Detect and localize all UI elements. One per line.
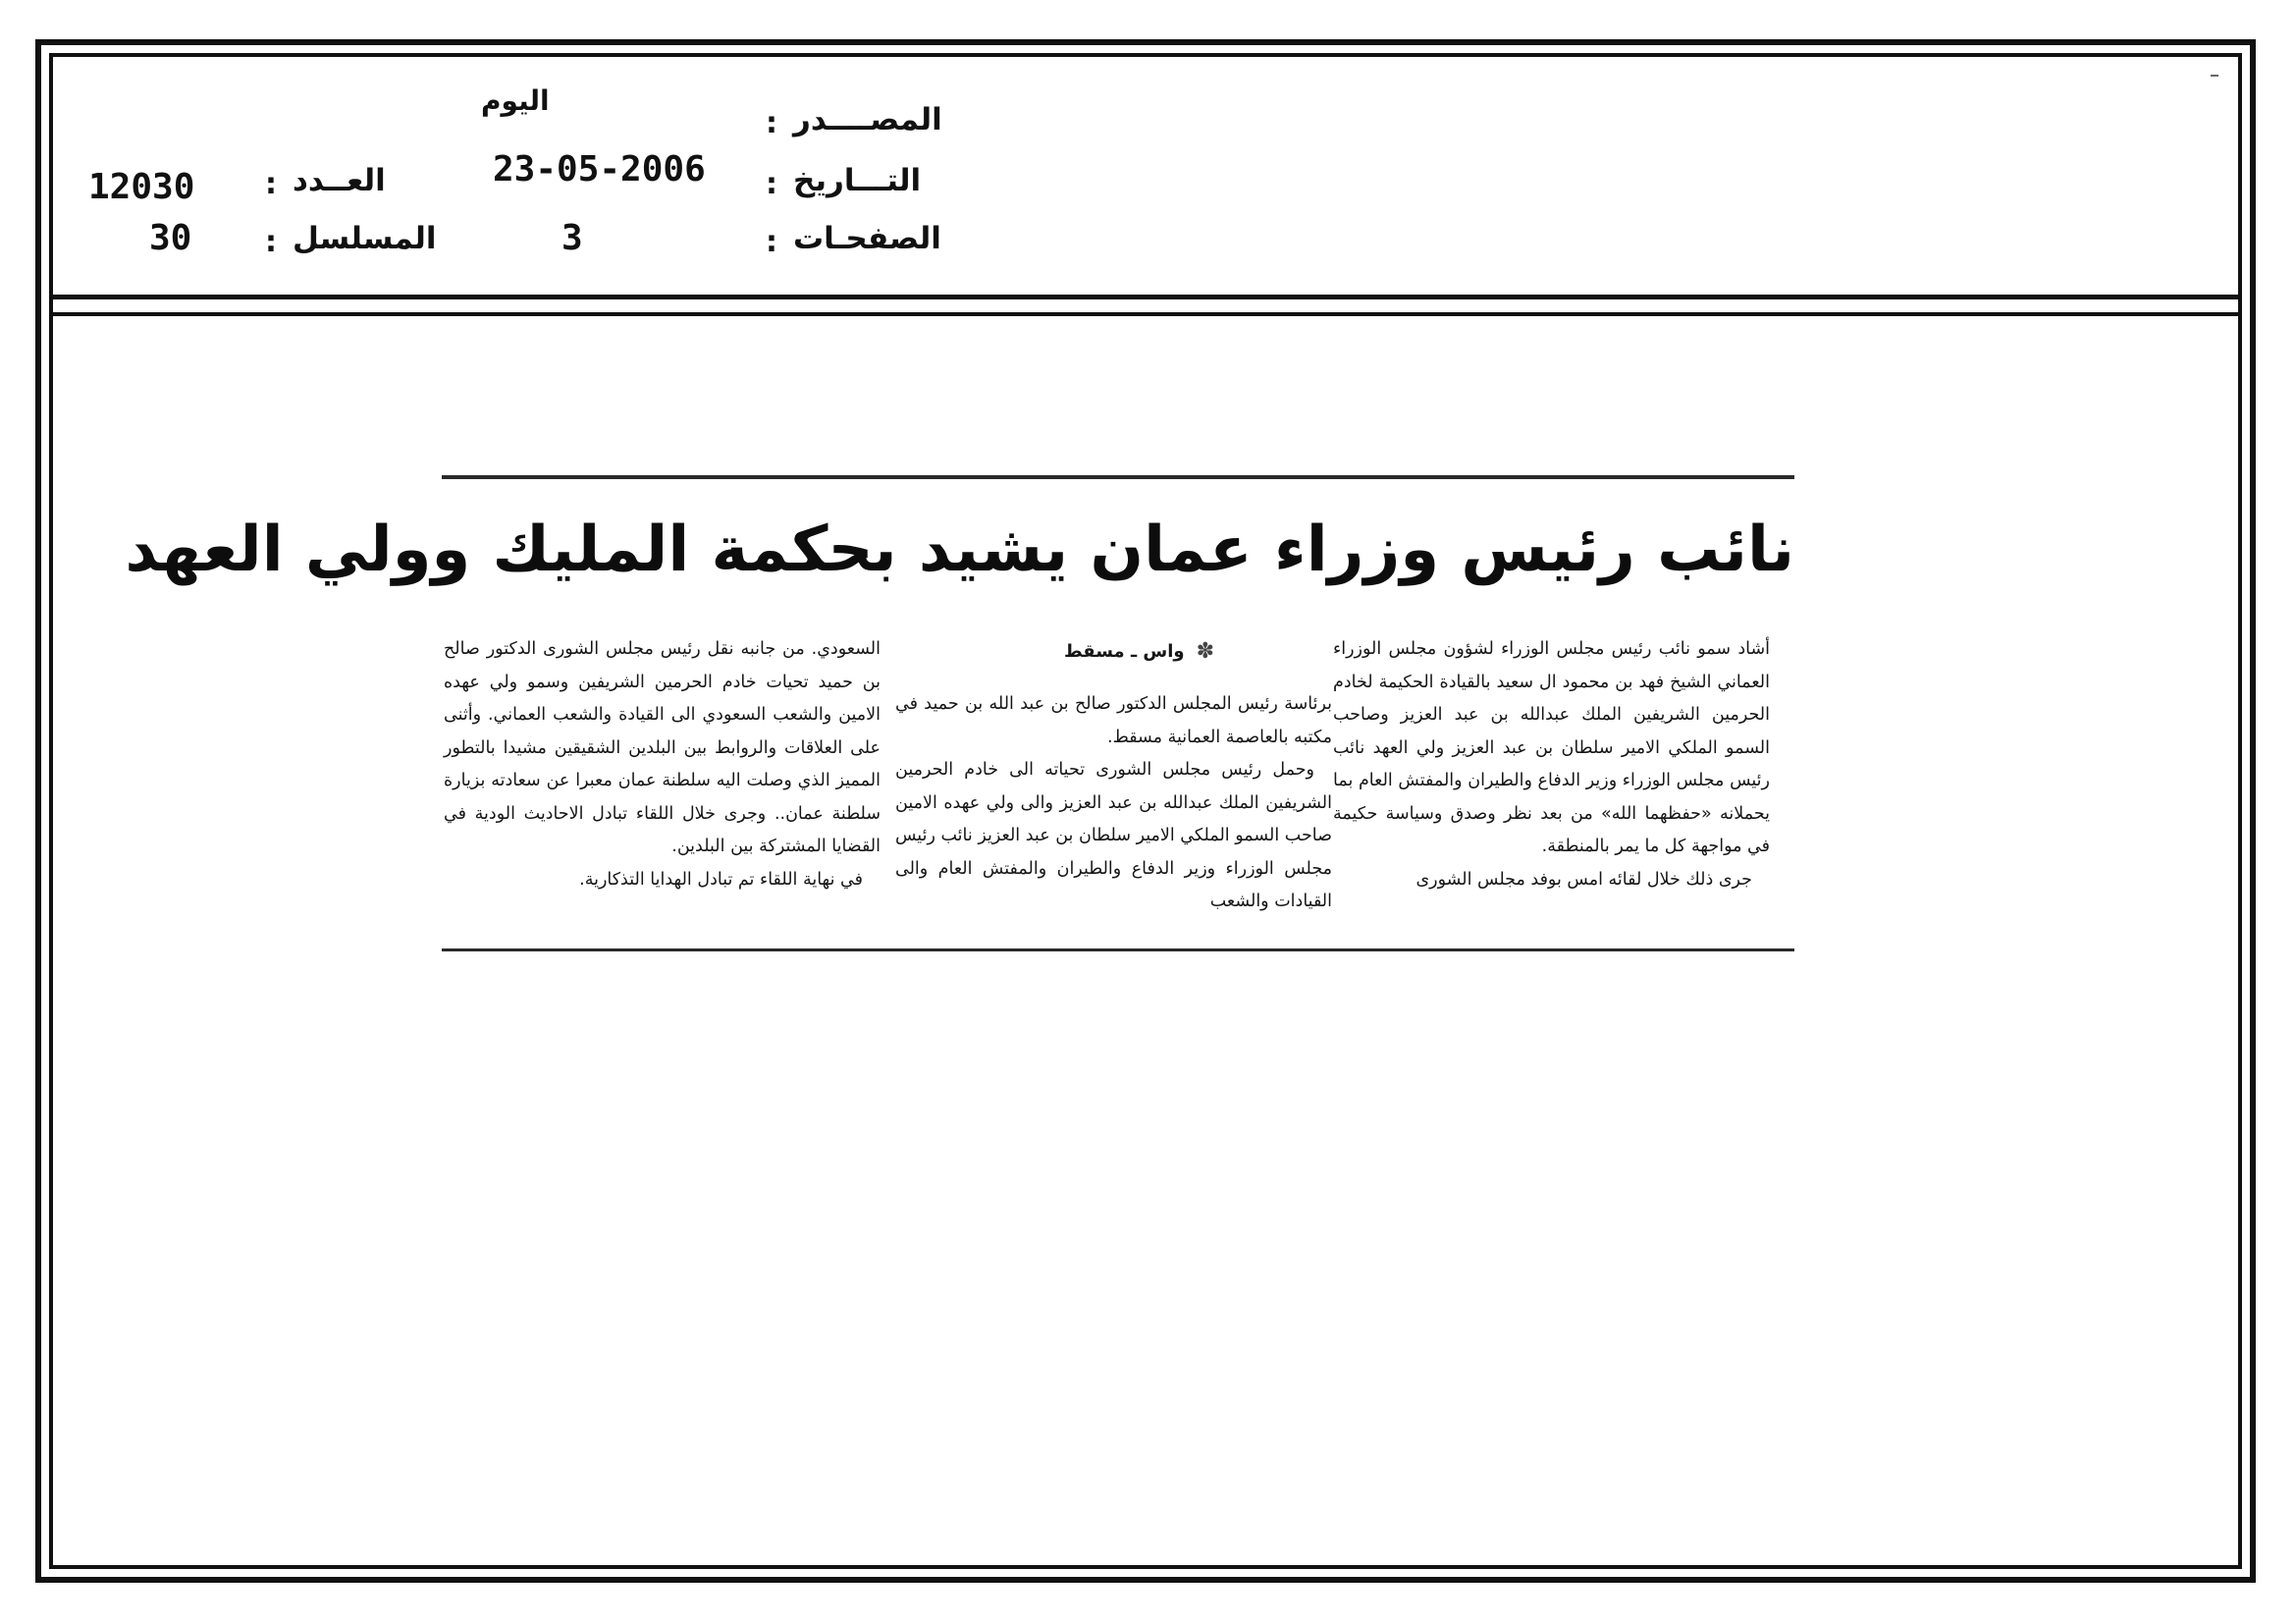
source-value: اليوم xyxy=(481,84,550,117)
date-value: 23-05-2006 xyxy=(493,149,706,189)
header-divider-secondary xyxy=(49,312,2242,316)
article-column-middle xyxy=(895,635,1332,919)
clipping-top-rule xyxy=(442,475,1794,479)
source-colon: : xyxy=(766,106,777,140)
clipping-bottom-rule xyxy=(442,948,1794,951)
pages-colon: : xyxy=(766,225,777,259)
article-paragraph: أشاد سمو نائب رئيس مجلس الوزراء لشؤون مجلس الوزراء العماني الشيخ فهد بن محمود ال سعيد بالقيادة الحكيمة لخادم الحرمين الشريفين الملك عبدالله بن عبد العزيز وصاحب السمو الملكي الامير سلطان بن عبد العزيز ولي العهد نائب رئيس مجلس الوزراء وزير الدفاع والطيران والمفتش العام بما يحملانه «حفظهما الله» من بعد نظر وصدق وسياسة حكيمة في مواجهة كل ما يمر بالمنطقة. xyxy=(1333,639,1770,856)
issue-colon: : xyxy=(265,167,277,201)
date-label: التـــاريخ xyxy=(793,163,922,198)
article-headline: نائب رئيس وزراء عمان يشيد بحكمة المليك وولي العهد xyxy=(125,514,1794,586)
issue-label: العــدد xyxy=(293,163,386,198)
source-label: المصــــدر xyxy=(793,102,942,137)
serial-value: 30 xyxy=(149,218,192,258)
date-colon: : xyxy=(766,167,777,201)
article-paragraph: برئاسة رئيس المجلس الدكتور صالح بن عبد الله بن حميد في مكتبه بالعاصمة العمانية مسقط. xyxy=(895,694,1332,747)
article-paragraph: جرى ذلك خلال لقائه امس بوفد مجلس الشورى xyxy=(1415,869,1752,890)
article-paragraph: وحمل رئيس مجلس الشورى تحياته الى خادم الحرمين الشريفين الملك عبدالله بن عبد العزيز والى ولي عهده الامين صاحب السمو الملكي الامير سلطان بن عبد العزيز نائب رئيس مجلس الوزراء وزير الدفاع والطيران والمفتش العام والى القيادات والشعب xyxy=(895,760,1332,911)
pages-value: 3 xyxy=(561,218,583,258)
article-byline xyxy=(895,635,1332,669)
article-paragraph: في نهاية اللقاء تم تبادل الهدايا التذكارية. xyxy=(579,869,863,890)
pages-label: الصفحـات xyxy=(793,221,941,256)
issue-value: 12030 xyxy=(88,167,195,207)
byline-text: واس ـ مسقط xyxy=(1063,641,1185,662)
article-column-right xyxy=(1333,633,1770,896)
serial-colon: : xyxy=(265,225,277,259)
news-agency-icon: ✽ xyxy=(1196,639,1214,664)
article-column-left xyxy=(444,633,881,896)
serial-label: المسلسل xyxy=(293,221,437,256)
header-divider xyxy=(49,295,2242,299)
article-paragraph: السعودي. من جانبه نقل رئيس مجلس الشورى الدكتور صالح بن حميد تحيات خادم الحرمين الشريفين وسمو ولي عهده الامين والشعب السعودي الى القيادة والشعب العماني. وأثنى على العلاقات والروابط بين البلدين الشقيقين مشيدا بالتطور المميز الذي وصلت اليه سلطنة عمان معبرا عن سعادته بزيارة سلطنة عمان.. وجرى خلال اللقاء تبادل الاحاديث الودية في القضايا المشتركة بين البلدين. xyxy=(444,639,881,856)
corner-mark xyxy=(2211,75,2218,77)
